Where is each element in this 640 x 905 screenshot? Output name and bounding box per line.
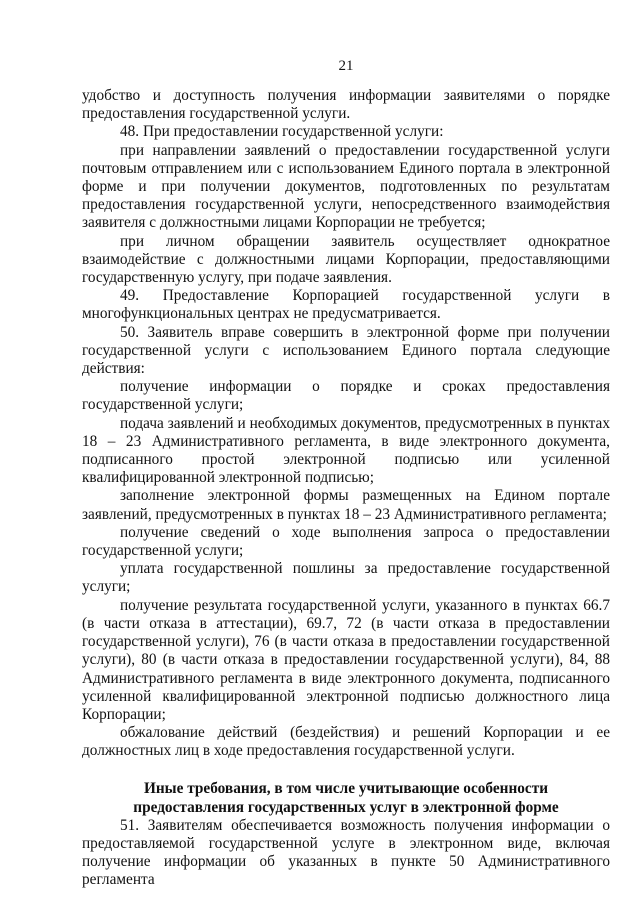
- paragraph-50-status: получение сведений о ходе выполнения запроса о предоставлении государственной услуги;: [82, 523, 610, 560]
- paragraph-50-info: получение информации о порядке и сроках предоставления государственной услуги;: [82, 378, 610, 414]
- paragraph-51: 51. Заявителям обеспечивается возможность получения информации о предоставляемой государственной услуге в электронном виде, включая получение информации об указанных в пункте 50 Административного регламента: [82, 816, 610, 889]
- section-heading: [82, 779, 610, 817]
- section-heading-line-1: Иные требования, в том числе учитывающие особенности: [143, 779, 549, 797]
- page-number: 21: [338, 58, 354, 74]
- paragraph-50-result: получение результата государственной услуги, указанного в пунктах 66.7 (в части отказа в аттестации), 69.7, 72 (в части отказа в предоставлении государственной услуги), 76 (в части отказа в предоставлении государственной услуги), 80 (в части отказа в предоставлении государственной услуги), 84, 88 Административного регламента в виде электронного документа, подписанного усиленной квалифицированной электронной подписью должностного лица Корпорации;: [82, 596, 610, 723]
- paragraph-48-personal: при личном обращении заявитель осуществляет однократное взаимодействие с должностными лицами Корпорации, предоставляющими государственную услугу, при подаче заявления.: [82, 232, 610, 287]
- paragraph-50-submission: подача заявлений и необходимых документов, предусмотренных в пунктах 18 – 23 Административного регламента, в виде электронного документа, подписанного простой электронной подписью или усиленной квалифицированной электронной подписью;: [82, 414, 610, 487]
- section-heading-line-2: предоставления государственных услуг в электронной форме: [133, 798, 559, 816]
- paragraph-50-appeal: обжалование действий (бездействия) и решений Корпорации и ее должностных лиц в ходе предоставления государственной услуги.: [82, 724, 610, 760]
- paragraph-continuation: удобство и доступность получения информации заявителями о порядке предоставления государственной услуги.: [82, 87, 610, 123]
- paragraph-49: 49. Предоставление Корпорацией государственной услуги в многофункциональных центрах не предусматривается.: [82, 287, 610, 323]
- paragraph-50: 50. Заявитель вправе совершить в электронной форме при получении государственной услуги с использованием Единого портала следующие действия:: [82, 323, 610, 378]
- paragraph-50-fee: уплата государственной пошлины за предоставление государственной услуги;: [82, 560, 610, 596]
- paragraph-48: 48. При предоставлении государственной услуги:: [120, 123, 444, 141]
- paragraph-48-mail: при направлении заявлений о предоставлении государственной услуги почтовым отправлением или с использованием Единого портала в электронной форме и при получении документов, подготовленных по результатам предоставления государственной услуги, непосредственного взаимодействия заявителя с должностными лицами Корпорации не требуется;: [82, 141, 610, 232]
- paragraph-50-form: заполнение электронной формы размещенных на Едином портале заявлений, предусмотренных в пунктах 18 – 23 Административного регламента;: [82, 487, 610, 523]
